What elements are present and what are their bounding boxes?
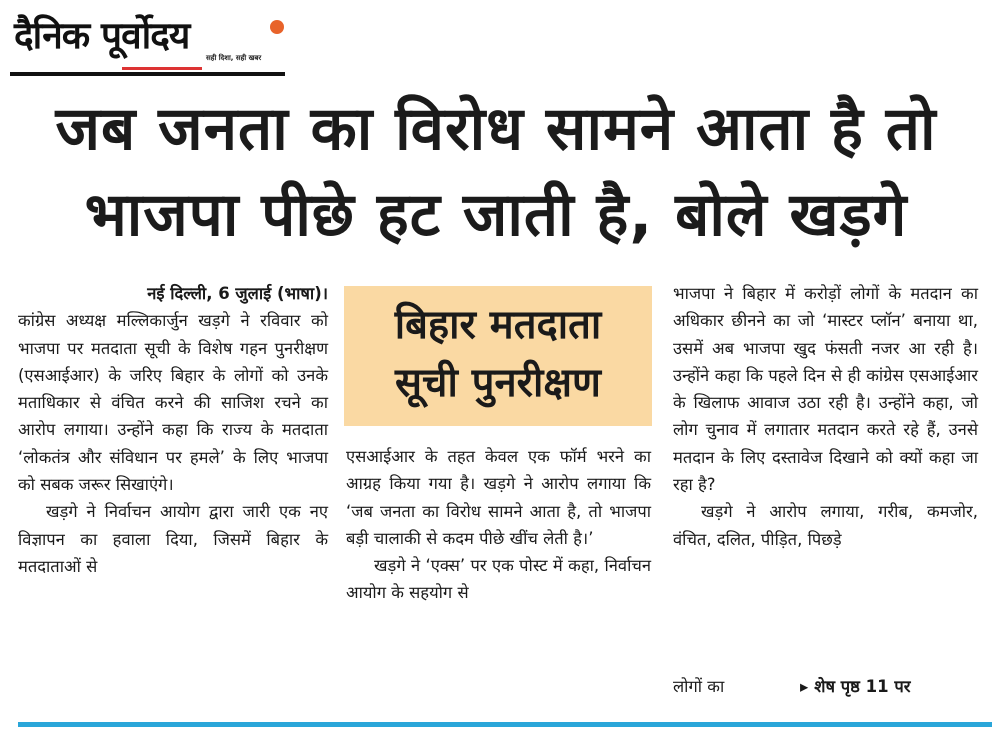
article-paragraph: खड़गे ने ‘एक्स’ पर एक पोस्ट में कहा, निर्वाचन आयोग के सहयोग से [346, 556, 651, 603]
article-paragraph: एसआईआर के तहत केवल एक फॉर्म भरने का आग्रह किया गया है। खड़गे ने आरोप लगाया कि ‘जब जनता का विरोध सामने आता है, तो भाजपा बड़ी चालाकी से कदम पीछे खींच लेती है।’ [346, 447, 651, 548]
footer-rule [18, 722, 992, 727]
masthead-accent-line [122, 67, 202, 70]
headline [0, 86, 992, 258]
article-paragraph: खड़गे ने निर्वाचन आयोग द्वारा जारी एक नए विज्ञापन का हवाला दिया, जिसमें बिहार के मतदाताओं से [18, 502, 328, 576]
masthead-tagline: सही दिशा, सही खबर [206, 54, 262, 62]
dateline: नई दिल्ली, 6 जुलाई (भाषा)। [147, 284, 328, 303]
article-paragraph: खड़गे ने आरोप लगाया, गरीब, कमजोर, वंचित, दलित, पीड़ित, पिछड़े [673, 502, 978, 549]
continuation-text: शेष पृष्ठ 11 पर [814, 677, 911, 696]
article-paragraph: कांग्रेस अध्यक्ष मल्लिकार्जुन खड़गे ने रविवार को भाजपा पर मतदाता सूची के विशेष गहन पुनरीक्षण (एसआईआर) के जरिए बिहार के लोगों को उनके मताधिकार से वंचित करने की साजिश रचने का आरोप लगाया। उन्होंने कहा कि राज्य के मतदाता ‘लोकतंत्र और संविधान पर हमले’ के लिए भाजपा को सबक जरूर सिखाएंगे। [18, 311, 328, 495]
article-column-1 [18, 280, 328, 580]
continuation-jump [800, 674, 910, 697]
article-column-2 [346, 443, 651, 607]
article-paragraph: भाजपा ने बिहार में करोड़ों लोगों के मतदान का अधिकार छीनने का जो ‘मास्टर प्लॉन’ बनाया था, उसमें अब भाजपा खुद फंसती नजर आ रही है। उन्होंने कहा कि पहले दिन से ही कांग्रेस एसआईआर के खिलाफ आवाज उठा रही है। उन्होंने कहा, जो लोग चुनाव में लगातार मतदान करते रहे हैं, उनसे मतदान के लिए दस्तावेज दिखाने को क्यों कहा जा रहा है? [673, 284, 978, 495]
masthead-name: दैनिक पूर्वोदय [14, 14, 190, 57]
headline-line-1: जब जनता का विरोध सामने आता है तो [55, 94, 937, 164]
callout-box [344, 286, 652, 426]
article-last-line: लोगों का [673, 677, 725, 696]
triangle-right-icon: ▸ [800, 677, 809, 696]
masthead-dot-icon [270, 20, 284, 34]
callout-line-2: सूची पुनरीक्षण [395, 360, 601, 406]
article-column-3 [673, 280, 978, 553]
callout-line-1: बिहार मतदाता [394, 302, 602, 348]
headline-line-2: भाजपा पीछे हट जाती है, बोले खड़गे [84, 180, 908, 250]
masthead [10, 6, 285, 76]
